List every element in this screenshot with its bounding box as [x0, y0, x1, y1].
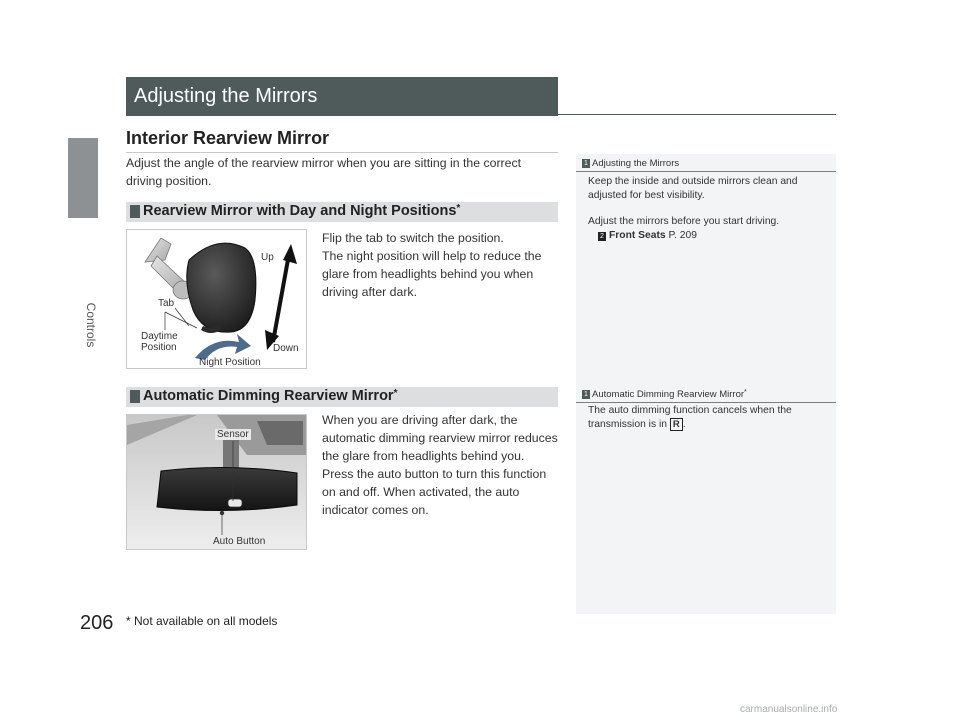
section-rule: [126, 152, 558, 153]
note-rule: [576, 402, 836, 403]
day-night-text-rest: The night position will help to reduce the glare from headlights behind you when driving after dark.: [322, 249, 542, 299]
title-bar: [126, 77, 558, 116]
section-intro: Adjust the angle of the rearview mirror when you are sitting in the correct driving position.: [126, 156, 522, 188]
callout-sensor: Sensor: [217, 429, 249, 440]
note-heading-mirrors: [576, 158, 836, 169]
notes-panel: [576, 154, 836, 614]
callout-tab: Tab: [158, 298, 175, 309]
reference-link-front-seats[interactable]: Front Seats: [609, 230, 666, 241]
footnote: * Not available on all models: [126, 614, 278, 628]
reference-arrow-icon: 2: [598, 232, 606, 241]
auto-dimming-description: When you are driving after dark, the automatic dimming rearview mirror reduces the glare from headlights behind you. Press the auto button to turn this function on and off. When activated, the auto indicator comes on.: [322, 413, 558, 517]
note-title: Adjusting the Mirrors: [592, 158, 680, 169]
note-badge: 1: [582, 159, 590, 168]
subsection-title: Rearview Mirror with Day and Night Positions: [143, 203, 457, 219]
section-title: Interior Rearview Mirror: [126, 128, 330, 148]
day-night-description: [322, 229, 558, 301]
note-text-adjust: Adjust the mirrors before you start driving.: [588, 216, 780, 227]
note-title: Automatic Dimming Rearview Mirror: [592, 389, 745, 400]
gear-r-key: R: [670, 418, 683, 431]
callout-daytime-line2: Position: [141, 342, 177, 353]
availability-star: *: [744, 389, 747, 396]
chapter-label: Controls: [84, 302, 98, 348]
subsection-heading-auto-dimming: [126, 387, 558, 407]
page-number: 206: [80, 612, 114, 634]
day-night-mirror-figure: [126, 229, 307, 369]
heading-marker: [130, 205, 140, 218]
title-rule: [558, 114, 836, 115]
auto-dimming-mirror-figure: [126, 414, 307, 550]
reference-page: P. 209: [665, 230, 697, 241]
callout-up: Up: [261, 252, 274, 263]
subsection-title: Automatic Dimming Rearview Mirror: [143, 388, 394, 404]
callout-auto-button: Auto Button: [213, 536, 266, 547]
availability-star: *: [456, 203, 461, 214]
chapter-tab: [68, 138, 98, 218]
note-badge: 1: [582, 390, 590, 399]
watermark: carmanualsonline.info: [740, 704, 838, 715]
note-reference: [588, 229, 828, 243]
note-heading-auto: [576, 389, 836, 400]
callout-down: Down: [273, 343, 299, 354]
callout-night-position: Night Position: [199, 357, 261, 368]
page-title: Adjusting the Mirrors: [134, 85, 318, 107]
subsection-heading-day-night: [126, 202, 558, 222]
note-text-clean: Keep the inside and outside mirrors clean and adjusted for best visibility.: [588, 176, 798, 201]
note-rule: [576, 171, 836, 172]
availability-star: *: [393, 388, 398, 399]
heading-marker: [130, 390, 140, 403]
day-night-text-line1: Flip the tab to switch the position.: [322, 231, 504, 245]
note-auto-text: The auto dimming function cancels when the transmission is in: [588, 405, 792, 430]
note-text-auto: The auto dimming function cancels when the transmission is in R .: [588, 405, 792, 430]
callout-daytime-line1: Daytime: [141, 331, 178, 342]
